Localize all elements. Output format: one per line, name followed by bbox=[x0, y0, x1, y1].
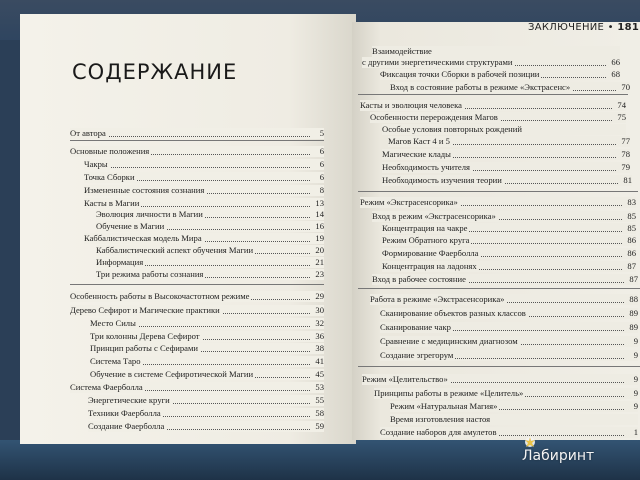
toc-entry: Режим «Натуральная Магия» 9 bbox=[390, 401, 638, 411]
toc-entry: Сканирование объектов разных классов 89 bbox=[380, 308, 638, 318]
toc-entry: Формирование Фаерболла 86 bbox=[382, 248, 636, 258]
toc-entry: Эволюция личности в Магии 14 bbox=[96, 209, 324, 219]
running-header-page-number: 181 bbox=[617, 22, 640, 33]
toc-entry: Чакры 6 bbox=[84, 159, 324, 169]
toc-entry: Вход в режим «Экстрасенсорика» 85 bbox=[372, 211, 636, 221]
toc-entry: Режим «Экстрасенсорика» 83 bbox=[360, 197, 636, 207]
toc-entry: Режим Обратного круга 86 bbox=[382, 235, 636, 245]
toc-entry: Каббалистическая модель Мира 19 bbox=[84, 233, 324, 243]
toc-entry: Обучение в Магии 16 bbox=[96, 221, 324, 231]
toc-entry: От автора 5 bbox=[70, 128, 324, 138]
toc-entry: Система Таро 41 bbox=[90, 356, 324, 366]
section-divider bbox=[358, 288, 640, 289]
toc-entry: Создание эгрегорум 9 bbox=[380, 350, 638, 360]
toc-entry: Режим «Целительство» 9 bbox=[362, 374, 638, 384]
page-title: СОДЕРЖАНИЕ bbox=[72, 60, 238, 84]
toc-entry: Вход в рабочее состояние 87 bbox=[372, 274, 638, 284]
toc-entry: Касты в Магии 13 bbox=[84, 198, 324, 208]
toc-entry: Необходимость изучения теории 81 bbox=[382, 175, 632, 185]
toc-entry: Место Силы 32 bbox=[90, 318, 324, 328]
toc-entry: Энергетические кpуги 55 bbox=[88, 395, 324, 405]
toc-entry: Магические клады 78 bbox=[382, 149, 630, 159]
toc-entry: Концентрация на ладонях 87 bbox=[382, 261, 636, 271]
toc-entry: Дерево Сефирот и Магические практики 30 bbox=[70, 305, 324, 315]
toc-entry: Необходимость учителя 79 bbox=[382, 162, 630, 172]
toc-entry: Фиксация точки Сборки в рабочей позиции 68 bbox=[380, 69, 620, 79]
toc-entry: Особенности перерождения Магов 75 bbox=[370, 112, 626, 122]
toc-entry: Измененные состояния сознания 8 bbox=[84, 185, 324, 195]
toc-entry: Каббалистический аспект обучения Магии 20 bbox=[96, 245, 324, 255]
watermark-logo: Лабиринт bbox=[522, 448, 595, 464]
toc-entry: Обучение в системе Сефиротической Магии 45 bbox=[90, 369, 324, 379]
toc-entry: Принципы работы в режиме «Целитель» 9 bbox=[374, 388, 638, 398]
running-header-title: ЗАКЛЮЧЕНИЕ bbox=[528, 22, 605, 33]
toc-entry: Особенность работы в Высокочастотном режиме 29 bbox=[70, 291, 324, 301]
toc-entry: Сравнение с медицинским диагнозом 9 bbox=[380, 336, 638, 346]
toc-entry: Основные положения 6 bbox=[70, 146, 324, 156]
toc-entry: Концентрация на чакре 85 bbox=[382, 223, 636, 233]
section-divider bbox=[358, 191, 638, 192]
toc-entry: Вход в состояние работы в режиме «Экстрасенс» 70 bbox=[390, 82, 630, 92]
toc-entry: Работа в режиме «Экстрасенсорика» 88 bbox=[370, 294, 638, 304]
toc-entry: Информация 21 bbox=[96, 257, 324, 267]
toc-entry: Создание наборов для амулетов 1 bbox=[380, 427, 638, 437]
toc-entry: Взаимодействие bbox=[372, 46, 620, 57]
section-divider bbox=[358, 366, 640, 367]
toc-entry: Касты и эволюция человека 74 bbox=[360, 100, 626, 110]
running-header-bullet: • bbox=[607, 22, 614, 33]
toc-entry: Принцип работы с Сефирами 38 bbox=[90, 343, 324, 353]
toc-entry: Три режима работы сознания 23 bbox=[96, 269, 324, 279]
section-divider bbox=[358, 94, 628, 95]
toc-entry: Техники Фаерболла 58 bbox=[88, 408, 324, 418]
toc-entry: Система Фаерболла 53 bbox=[70, 382, 324, 392]
toc-entry: с другими энергетическими структурами 66 bbox=[362, 57, 620, 67]
toc-entry: Создание Фаерболла 59 bbox=[88, 421, 324, 431]
toc-entry: Время изготовления настоя bbox=[390, 414, 638, 425]
toc-entry: Особые условия повторных рождений bbox=[382, 124, 626, 135]
toc-entry: Три колонны Дерева Сефирот 36 bbox=[90, 331, 324, 341]
toc-entry: Точка Сборки 6 bbox=[84, 172, 324, 182]
toc-entry: Сканирование чакр 89 bbox=[380, 322, 638, 332]
toc-entry: Магов Каст 4 и 5 77 bbox=[388, 136, 630, 146]
